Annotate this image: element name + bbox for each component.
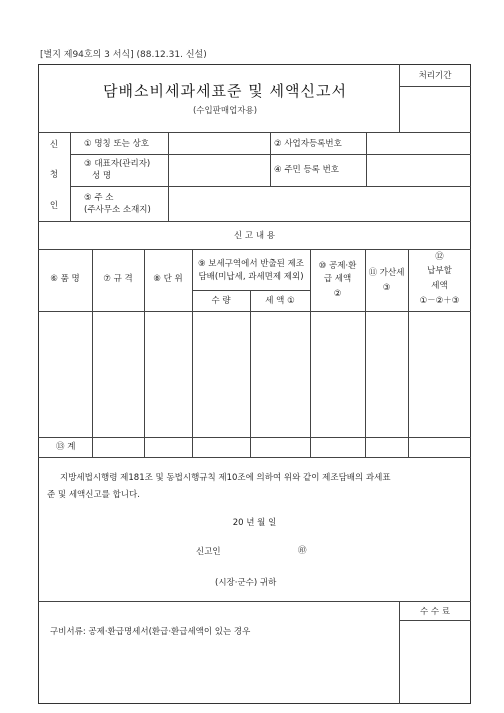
col-bonded-header-2: 담배(미납세, 과세면제 제외) <box>198 272 304 282</box>
applicant-mid-label-divider <box>366 132 367 186</box>
fee-top-rule <box>38 601 471 602</box>
form-number-note: [별지 제94호의 3 서식] (88.12.31. 신설) <box>40 50 207 60</box>
form-subtitle: (수입판매업자용) <box>192 106 258 116</box>
addressee: (시장·군수) 귀하 <box>215 578 277 588</box>
name-label: ① 명칭 또는 상호 <box>84 139 149 149</box>
fee-label-rule <box>399 620 471 621</box>
applicant-mid-divider <box>270 132 271 186</box>
address-label-2: (주사무소 소재지) <box>84 205 151 215</box>
col-payable-header-3: 세액 <box>431 281 448 291</box>
bonded-subheader-rule <box>192 290 310 291</box>
address-label-1: ⑤ 주 소 <box>84 193 114 203</box>
applicant-side-label-2: 청 <box>49 170 59 180</box>
applicant-row-rule-2 <box>70 186 471 187</box>
fee-label: 수 수 료 <box>419 607 451 617</box>
col-line-4 <box>250 290 251 457</box>
resident-number-field[interactable] <box>368 157 468 184</box>
total-label: ⑬ 계 <box>56 442 76 452</box>
col-payable-header-4: ①－②＋③ <box>419 296 460 306</box>
attachments-note: 구비서류: 공제·환급명세서(환급·환급세액이 있는 경우 <box>50 627 251 637</box>
col-spec-header: ⑦ 규 격 <box>103 274 133 284</box>
col-deduct-header-2: 급 세액 <box>323 274 352 284</box>
col-addtax-header-1: ⑪ 가산세 <box>368 268 405 278</box>
col-deduct-header-3: ② <box>333 289 342 299</box>
name-field[interactable] <box>170 135 268 153</box>
col-payable-header-2: 납부할 <box>427 266 452 276</box>
col-bonded-header-1: ⑨ 보세구역에서 반출된 제조 <box>197 259 305 269</box>
business-number-field[interactable] <box>368 135 468 153</box>
report-section-title: 신 고 내 용 <box>234 231 275 241</box>
col-addtax-header-2: ③ <box>382 283 391 293</box>
col-deduct-header-1: ⑩ 공제·환 <box>318 261 357 271</box>
representative-label-1: ③ 대표자(관리자) <box>84 159 151 169</box>
table-body-bottom-rule <box>38 437 471 438</box>
report-heading-rule <box>38 249 471 250</box>
form-title: 담배소비세과세표준 및 세액신고서 <box>103 82 347 100</box>
applicant-row-rule-1 <box>70 154 471 155</box>
table-total-bottom-rule <box>38 457 471 458</box>
processing-period-rule <box>399 86 471 87</box>
applicant-side-label-1: 신 <box>49 140 59 150</box>
col-payable-header-1: ⑫ <box>435 252 444 262</box>
resident-number-label: ④ 주민 등록 번호 <box>274 165 339 175</box>
declaration-line-1: 지방세법시행령 제181조 및 동법시행규칙 제10조에 의하여 위와 같이 제조담배의 과세표 <box>60 473 391 483</box>
business-number-label: ② 사업자등록번호 <box>274 139 342 149</box>
table-header-bottom-rule <box>38 311 471 312</box>
applicant-label-divider <box>168 132 169 221</box>
col-unit-header: ⑧ 단 위 <box>153 274 183 284</box>
representative-field[interactable] <box>170 157 268 184</box>
col-item-header: ⑥ 품 명 <box>50 274 80 284</box>
address-field[interactable] <box>170 189 468 219</box>
applicant-bottom-rule <box>38 221 471 222</box>
col-line-6 <box>365 249 366 457</box>
col-quantity-header: 수 량 <box>211 296 231 306</box>
processing-period-label: 처리기간 <box>418 71 452 81</box>
date-line: 20 년 월 일 <box>232 518 277 528</box>
seal-mark: ㊞ <box>298 546 307 556</box>
title-bottom-rule <box>38 132 471 133</box>
applicant-side-divider <box>70 132 71 221</box>
representative-label-2: 성 명 <box>92 171 112 181</box>
col-tax-header: 세 액 ① <box>265 296 295 306</box>
reporter-label: 신고인 <box>196 547 221 557</box>
applicant-side-label-3: 인 <box>49 201 59 211</box>
declaration-line-2: 준 및 세액신고를 합니다. <box>47 490 140 500</box>
